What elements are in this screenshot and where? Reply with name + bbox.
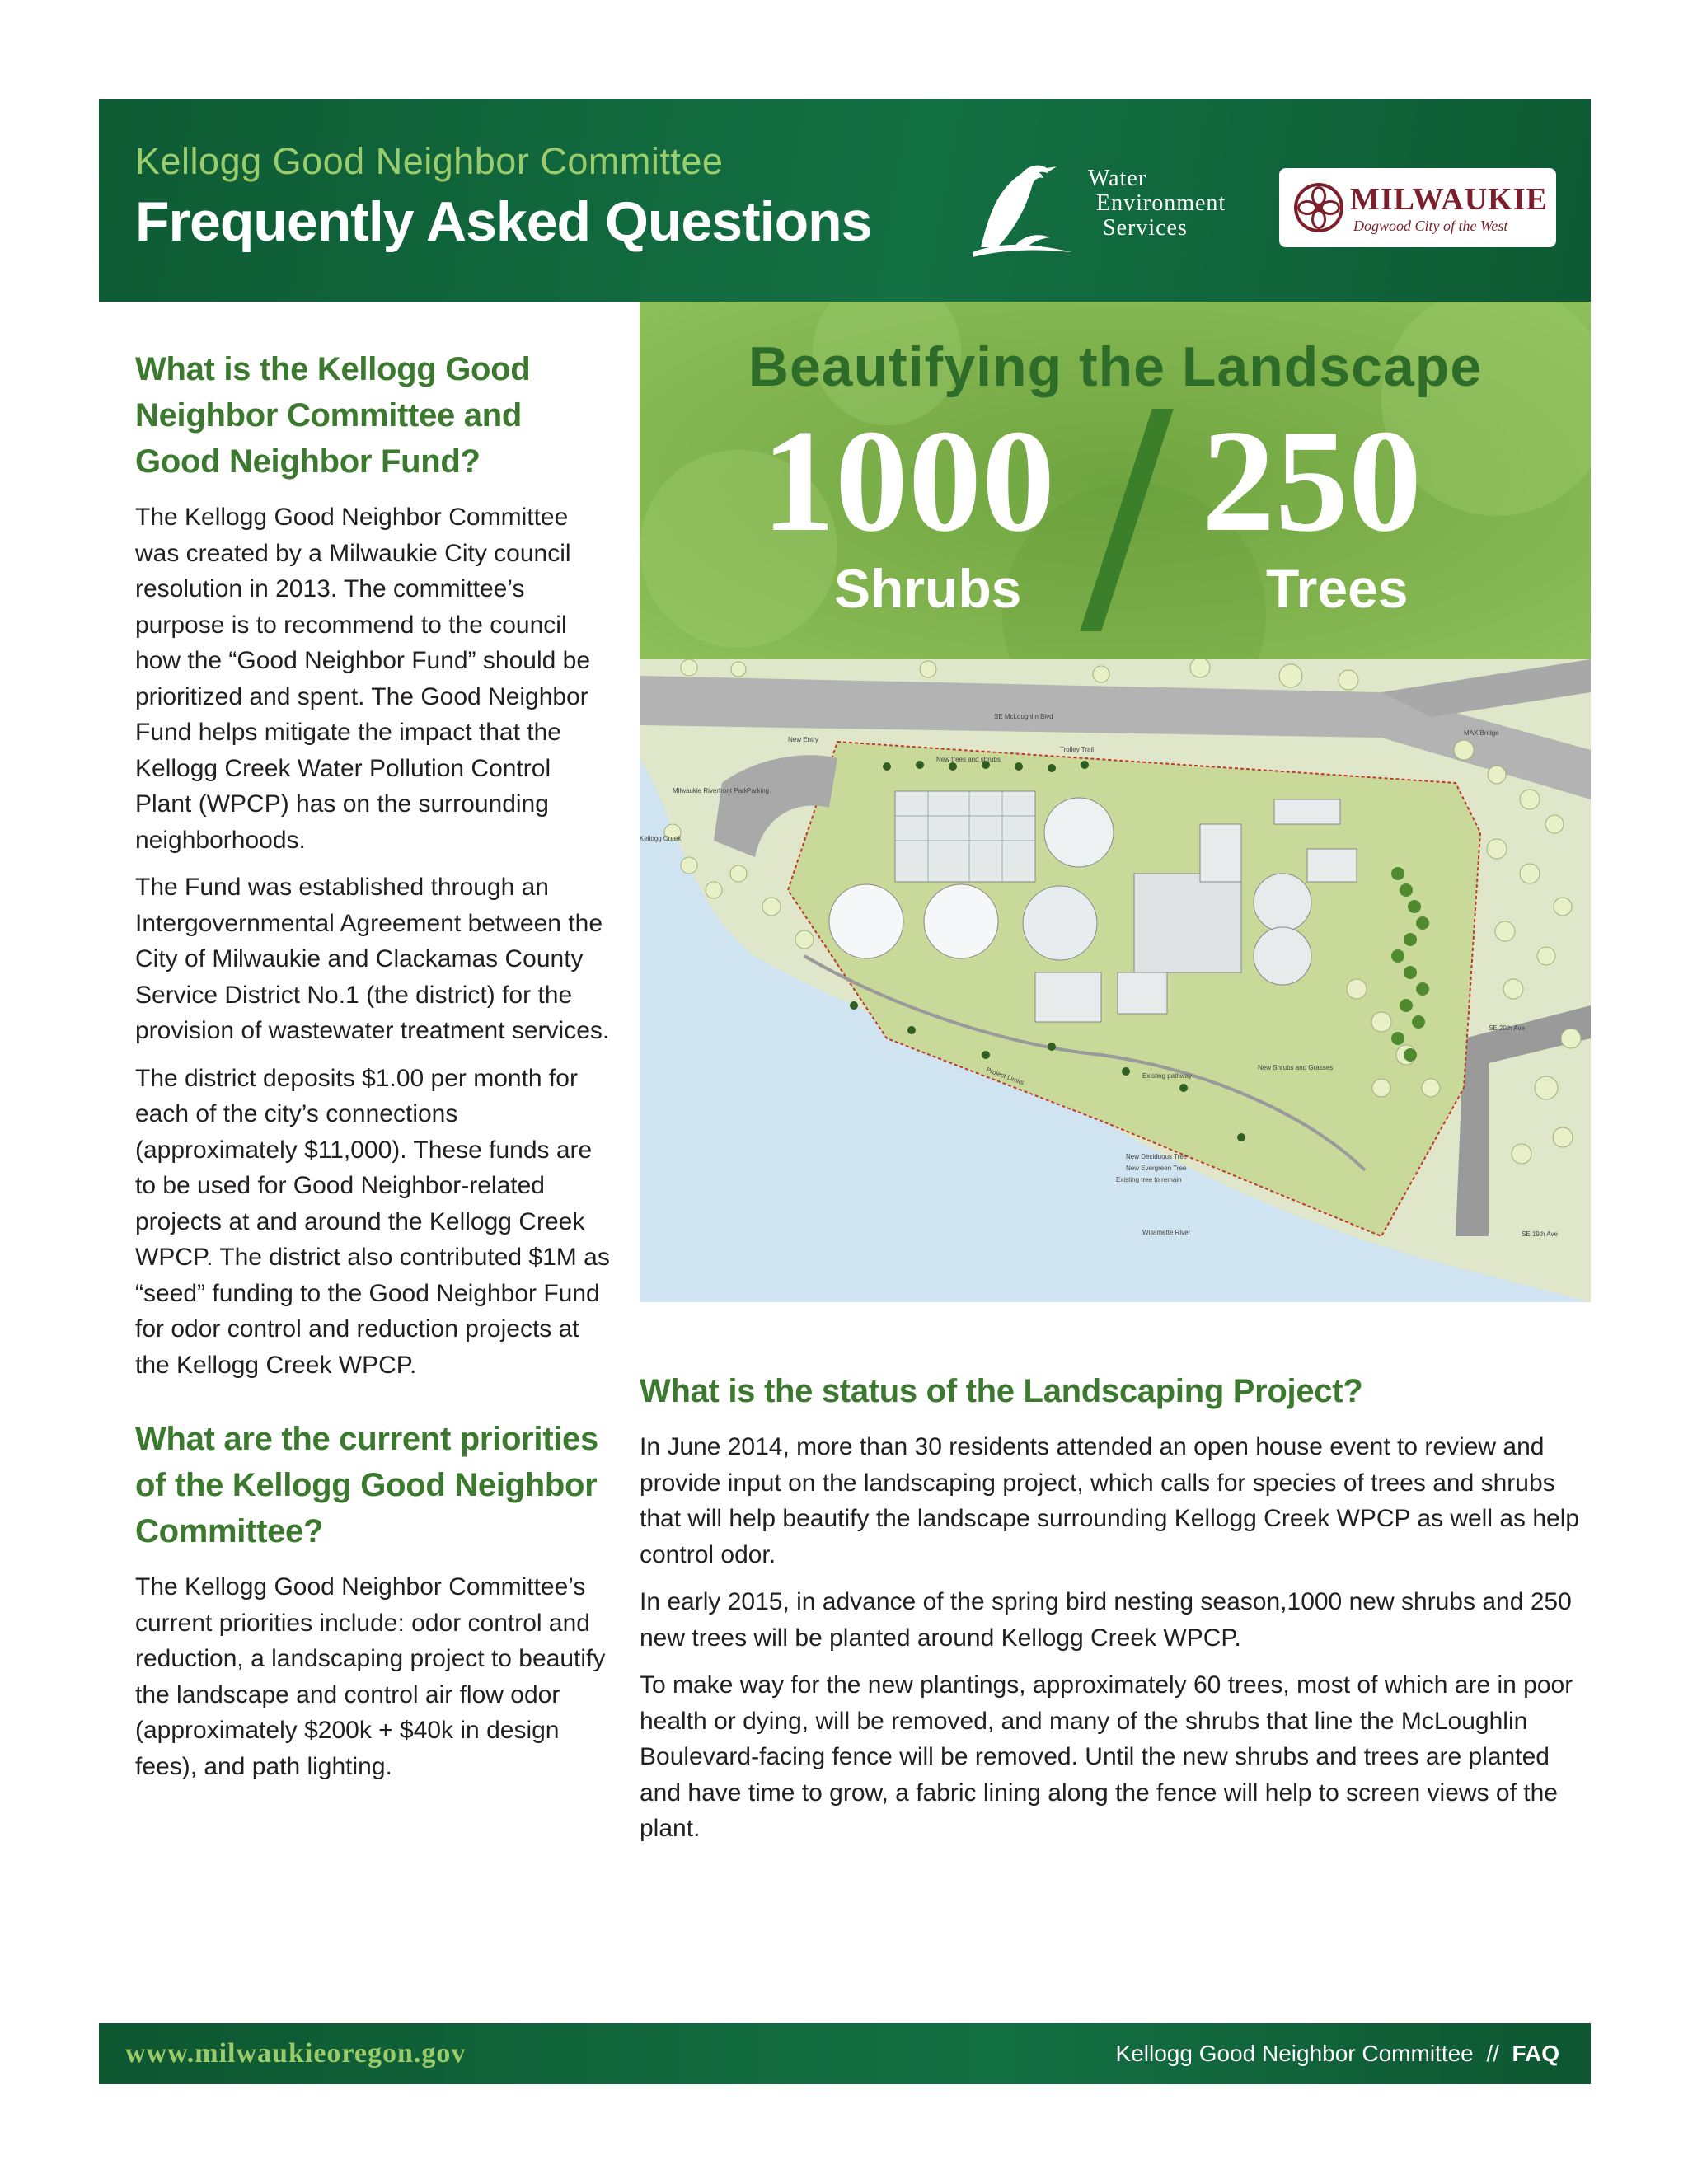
question-heading-committee: What is the Kellogg Good Neighbor Committee and Good Neighbor Fund? xyxy=(135,351,531,480)
left-column xyxy=(135,346,613,1796)
map-legend-evergreen: New Evergreen Tree xyxy=(1126,1165,1187,1172)
clarifier-tank xyxy=(924,884,998,958)
map-label-ave1: SE 20th Ave xyxy=(1489,1024,1525,1032)
footer-url-link[interactable]: www.milwaukieoregon.gov xyxy=(125,2038,467,2069)
beautifying-infographic xyxy=(640,302,1591,659)
trees-label: Trees xyxy=(1266,558,1409,619)
map-label-trolley: Trolley Trail xyxy=(1060,746,1095,753)
map-label-park: Milwaukie Riverfront Park xyxy=(673,787,748,794)
dogwood-flower-icon xyxy=(1292,181,1345,234)
paragraph: The Fund was established through an Intergovernmental Agreement between the City of Milwaukie and Clackamas County Service District No.1 (the district) for the provision of wastewater treatment services. xyxy=(135,874,610,1044)
wes-logo xyxy=(964,157,1261,264)
trees-count: 250 xyxy=(1202,399,1422,562)
map-label-creek: Kellogg Creek xyxy=(640,835,682,842)
map-label-project-limits: Project Limits xyxy=(985,1066,1025,1087)
heron-icon xyxy=(964,157,1080,264)
right-column xyxy=(640,1368,1596,1858)
milwaukie-logo-name: MILWAUKIE xyxy=(1350,182,1548,217)
header-banner xyxy=(99,99,1591,302)
paragraph: The district deposits $1.00 per month for each of the city’s connections (approximately $11,000). These funds are to be used for Good Neighbor-related projects at and around the Kellogg Creek WPCP. The district also contributed $1M as “seed” funding to the Good Neighbor Fund for odor control and reduction projects at the Kellogg Creek WPCP. xyxy=(135,1064,610,1379)
paragraph: In early 2015, in advance of the spring bird nesting season,1000 new shrubs and 250 new trees will be planted around Kellogg Creek WPCP. xyxy=(640,1588,1572,1652)
plant-building xyxy=(895,791,1035,882)
paragraph: The Kellogg Good Neighbor Committee was created by a Milwaukie City council resolution in 2013. The committee’s purpose is to recommend to the council how the “Good Neighbor Fund” should be prioritized and spent. The Good Neighbor Fund helps mitigate the impact that the Kellogg Creek Water Pollution Control Plant (WPCP) has on the surrounding neighborhoods. xyxy=(135,504,591,854)
page-title: Frequently Asked Questions xyxy=(135,190,872,253)
map-label-existing-pathway: Existing pathway xyxy=(1142,1072,1193,1080)
site-plan-map xyxy=(640,659,1591,1302)
question-heading-status: What is the status of the Landscaping Project? xyxy=(640,1373,1363,1409)
shrubs-count: 1000 xyxy=(762,399,1055,562)
map-label-max-bridge: MAX Bridge xyxy=(1464,729,1499,737)
header-org: Kellogg Good Neighbor Committee xyxy=(135,140,724,182)
map-label-new-trees: New trees and shrubs xyxy=(936,756,1001,763)
wes-logo-text: Water Environment Services xyxy=(1088,166,1226,241)
map-label-street: SE McLoughlin Blvd xyxy=(994,713,1053,720)
footer-label: Kellogg Good Neighbor Committee // FAQ xyxy=(1115,2041,1559,2066)
map-legend-deciduous: New Deciduous Tree xyxy=(1126,1153,1188,1160)
paragraph: The Kellogg Good Neighbor Committee’s current priorities include: odor control and reduction, a landscaping project to beautify the landscape and control air flow odor (approximately $200k + $40k in design fees), and path lighting. xyxy=(135,1573,606,1780)
milwaukie-logo xyxy=(1279,168,1556,247)
map-legend-existing: Existing tree to remain xyxy=(1116,1176,1182,1183)
question-heading-priorities: What are the current priorities of the Kellogg Good Neighbor Committee? xyxy=(135,1421,598,1549)
paragraph: To make way for the new plantings, approximately 60 trees, most of which are in poor health or dying, will be removed, and many of the shrubs that line the McLoughlin Boulevard-facing fence will be removed. Until the new shrubs and trees are planted and have time to grow, a fabric lining along the fence will help to screen views of the plant. xyxy=(640,1671,1573,1842)
shrubs-label: Shrubs xyxy=(834,558,1022,619)
map-label-ave2: SE 19th Ave xyxy=(1522,1230,1558,1238)
map-label-river: Willamette River xyxy=(1142,1229,1191,1236)
clarifier-tank xyxy=(1044,798,1114,867)
paragraph: In June 2014, more than 30 residents attended an open house event to review and provide input on the landscaping project, which calls for species of trees and shrubs that will help beautify the landscape surrounding Kellogg Creek WPCP as well as help control odor. xyxy=(640,1433,1580,1568)
milwaukie-logo-tagline: Dogwood City of the West xyxy=(1353,218,1508,234)
footer-bar xyxy=(99,2023,1591,2084)
clarifier-tank xyxy=(1023,886,1097,960)
infographic-heading: Beautifying the Landscape xyxy=(748,335,1483,398)
map-label-parking: Parking xyxy=(747,787,770,794)
clarifier-tank xyxy=(829,884,903,958)
map-label-new-shrubs: New Shrubs and Grasses xyxy=(1258,1064,1334,1071)
map-label-new-entry: New Entry xyxy=(788,736,818,743)
